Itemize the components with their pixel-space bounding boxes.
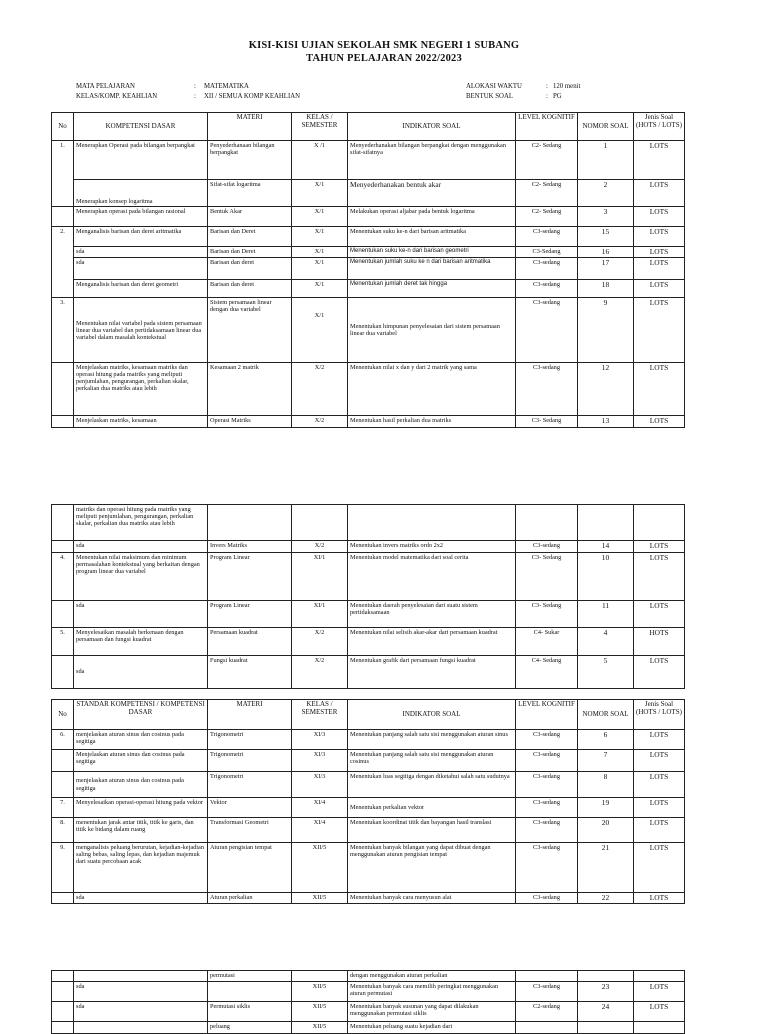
kelas-cell: X/1 [292,280,348,298]
indikator-cell: Menyederhanakan bilangan berpangkat dengan menggunakan sifat-sifatnya [348,141,516,180]
nomor-cell: 4 [578,628,634,656]
jenis-cell: LOTS [634,298,685,363]
jenis-cell: LOTS [634,416,685,428]
kelas-cell: X/2 [292,656,348,689]
indikator-cell: Menentukan invers matriks ordo 2x2 [348,541,516,553]
nomor-cell: 15 [578,227,634,247]
table-row [52,363,685,416]
kompetensi-cell: sda [74,656,208,689]
subject-colon: : [194,83,196,90]
jenis-cell: LOTS [634,541,685,553]
level-cell [516,1022,578,1034]
table-row [52,893,685,904]
grid-table-2 [51,504,685,689]
indikator-cell: Menentukan banyak cara menyusun alat [348,893,516,904]
row-number [52,772,74,798]
row-number: 2. [52,227,74,298]
materi-cell: permutasi [208,971,292,982]
kompetensi-cell: Menerapkan operasi pada bilangan rasional [74,207,208,227]
header-kompetensi: STANDAR KOMPETENSI / KOMPETENSI DASAR [74,700,208,730]
row-number: 3. [52,298,74,363]
header-indikator: INDIKATOR SOAL [348,700,516,730]
nomor-cell [578,971,634,982]
nomor-cell: 12 [578,363,634,416]
kompetensi-cell: menentukan jarak antar titik, titik ke garis, dan titik ke bidang dalam ruang [74,818,208,843]
jenis-cell: LOTS [634,180,685,207]
header-materi: MATERI [208,700,292,730]
table-row [52,141,685,180]
materi-cell: Invers Matriks [208,541,292,553]
row-number: 8. [52,818,74,843]
subject-label: MATA PELAJARAN [76,83,135,90]
jenis-cell: HOTS [634,628,685,656]
jenis-cell: LOTS [634,227,685,247]
level-cell: C2- Sedang [516,180,578,207]
table-row [52,416,685,428]
nomor-cell: 11 [578,601,634,628]
kelas-cell: XI/3 [292,730,348,750]
materi-cell: Permutasi siklis [208,1002,292,1022]
indikator-cell: Menentukan luas segitiga dengan diketahui salah satu sudutnya [348,772,516,798]
indikator-cell [348,505,516,541]
kompetensi-cell: Menyelesaikan masalah berkenaan dengan persamaan dan fungsi kuadrat [74,628,208,656]
row-number [52,656,74,689]
table-row [52,1022,685,1034]
kompetensi-cell: sda [74,982,208,1002]
nomor-cell: 24 [578,1002,634,1022]
grid-table-3 [51,699,685,904]
row-number: 1. [52,141,74,207]
kompetensi-cell: Menerapkan konsep logaritma [74,180,208,207]
materi-cell: Transformasi Geometri [208,818,292,843]
level-cell: C3-sedang [516,843,578,893]
kelas-cell [292,971,348,982]
table-row [52,505,685,541]
jenis-cell: LOTS [634,601,685,628]
class-colon: : [194,93,196,100]
row-number: 7. [52,798,74,818]
header-jenis: Jenis Soal (HOTS / LOTS) [634,700,685,730]
kompetensi-cell: sda [74,258,208,280]
materi-cell: Barisan dan deret [208,280,292,298]
header-kompetensi: KOMPETENSI DASAR [74,113,208,141]
nomor-cell: 23 [578,982,634,1002]
materi-cell: Sistem persamaan linear dengan dua variabel [208,298,292,363]
kompetensi-cell: Menjelaskan aturan sinus dan cosinus pada segitiga [74,750,208,772]
row-number: 6. [52,730,74,750]
jenis-cell: LOTS [634,553,685,601]
materi-cell: Barisan dan Deret [208,227,292,247]
indikator-cell: Menentukan himpunan penyelesaian dari sistem persamaan linear dua variabel [348,298,516,363]
grid-table-1 [51,112,685,428]
nomor-cell: 21 [578,843,634,893]
jenis-cell: LOTS [634,893,685,904]
table-row [52,772,685,798]
indikator-cell: Menentukan hasil perkalian dua matriks [348,416,516,428]
table-row [52,280,685,298]
kompetensi-cell: menjelaskan aturan sinus dan cosinus pada segitiga [74,772,208,798]
kelas-cell: XI/1 [292,553,348,601]
header-level: LEVEL KOGNITIF [516,113,578,141]
subject-value: MATEMATIKA [204,83,249,90]
jenis-cell: LOTS [634,1002,685,1022]
kelas-cell: X/2 [292,363,348,416]
nomor-cell: 5 [578,656,634,689]
nomor-cell [578,1022,634,1034]
kelas-cell: XI/3 [292,772,348,798]
kelas-cell: XI/4 [292,798,348,818]
kompetensi-cell: matriks dan operasi hitung pada matriks yang meliputi penjumlahan, pengurangan, perkalian skalar, perkalian dua matriks atau lebih [74,505,208,541]
kelas-cell [292,505,348,541]
class-label: KELAS/KOMP. KEAHLIAN [76,93,158,100]
kelas-cell: X/1 [292,298,348,363]
row-number [52,207,74,227]
nomor-cell: 20 [578,818,634,843]
kelas-cell: X/2 [292,416,348,428]
kompetensi-cell: sda [74,247,208,258]
table-row [52,541,685,553]
jenis-cell: LOTS [634,247,685,258]
kompetensi-cell: Menentukan nilai maksimum dan minimum permasalahan kontekstual yang berkaitan dengan program linear dua variabel [74,553,208,601]
level-cell: C2-sedang [516,1002,578,1022]
level-cell: C3-sedang [516,298,578,363]
kelas-cell: XII/5 [292,843,348,893]
indikator-cell: Menentukan jumlah deret tak hingga [348,280,516,298]
indikator-cell: Menentukan panjang salah satu sisi menggunakan aturan sinus [348,730,516,750]
kelas-cell: XII/5 [292,1002,348,1022]
level-cell: C2- Sedang [516,141,578,180]
nomor-cell: 17 [578,258,634,280]
nomor-cell: 13 [578,416,634,428]
row-number: 9. [52,843,74,893]
kompetensi-cell: Menjelaskan matriks, kesamaan [74,416,208,428]
header-indikator: INDIKATOR SOAL [348,113,516,141]
level-cell: C3-sedang [516,541,578,553]
header-no: No [52,700,74,730]
indikator-cell: Menyederhanakan bentuk akar [348,180,516,207]
kelas-cell: X/2 [292,628,348,656]
table-row [52,553,685,601]
kelas-cell: XI/4 [292,818,348,843]
level-cell: C3-sedang [516,982,578,1002]
grid-table-4 [51,970,685,1034]
level-cell: C2- Sedang [516,207,578,227]
kelas-cell: X/1 [292,227,348,247]
materi-cell: peluang [208,1022,292,1034]
jenis-cell: LOTS [634,141,685,180]
level-cell: C4- Sukar [516,628,578,656]
indikator-cell: Menentukan nilai x dan y dari 2 matrik yang sama [348,363,516,416]
kompetensi-cell: sda [74,893,208,904]
level-cell: C3-sedang [516,363,578,416]
table-row [52,207,685,227]
kelas-cell: XI/1 [292,601,348,628]
table-row [52,798,685,818]
header-level: LEVEL KOGNITIF [516,700,578,730]
table-row [52,258,685,280]
nomor-cell: 14 [578,541,634,553]
nomor-cell: 16 [578,247,634,258]
level-cell: C3-sedang [516,798,578,818]
kelas-cell: XI/3 [292,750,348,772]
level-cell: C4- Sedang [516,656,578,689]
jenis-cell [634,505,685,541]
row-number [52,982,74,1002]
indikator-cell: Menentukan banyak susunan yang dapat dilakukan menggunakan permutasi siklis [348,1002,516,1022]
row-number [52,363,74,416]
kompetensi-cell: Menyelesaikan operasi-operasi hitung pada vektor [74,798,208,818]
header-row [52,113,685,141]
table-row [52,656,685,689]
nomor-cell: 19 [578,798,634,818]
table-row [52,601,685,628]
materi-cell [208,982,292,1002]
materi-cell: Kesamaan 2 matrik [208,363,292,416]
indikator-cell: dengan menggunakan aturan perkalian [348,971,516,982]
kompetensi-cell: Menjelaskan matriks, kesamaan matriks dan operasi hitung pada matriks yang meliputi penjumlahan, pengurangan, perkalian skalar, perkalian dua matriks atau lebih [74,363,208,416]
row-number [52,893,74,904]
form-label: BENTUK SOAL [466,93,514,100]
document-title: KISI-KISI UJIAN SEKOLAH SMK NEGERI 1 SUBANG [248,40,520,51]
materi-cell: Penyederhanaan bilangan berpangkat [208,141,292,180]
header-nomor: NOMOR SOAL [578,113,634,141]
jenis-cell: LOTS [634,207,685,227]
level-cell: C3-sedang [516,893,578,904]
level-cell: C3- Sedang [516,416,578,428]
header-kelas: KELAS / SEMESTER [292,700,348,730]
indikator-cell: Menentukan model matematika dari soal cerita [348,553,516,601]
nomor-cell: 2 [578,180,634,207]
row-number: 5. [52,628,74,656]
materi-cell [208,505,292,541]
jenis-cell: LOTS [634,280,685,298]
materi-cell: Trigonometri [208,750,292,772]
form-colon: : [546,93,548,100]
level-cell: C3-sedang [516,730,578,750]
kompetensi-cell: menjelaskan aturan sinus dan cosinus pada segitiga [74,730,208,750]
materi-cell: Trigonometri [208,730,292,750]
indikator-cell: Menentukan suku ke-n dari barisan aritmatika [348,227,516,247]
indikator-cell: Melakukan operasi aljabar pada bentuk logaritma [348,207,516,227]
header-materi: MATERI [208,113,292,141]
materi-cell: Program Linear [208,553,292,601]
table-row [52,298,685,363]
materi-cell: Aturan perkalian [208,893,292,904]
jenis-cell [634,971,685,982]
materi-cell: Barisan dan Deret [208,247,292,258]
indikator-cell: Menentukan suku ke-n dari barisan geometri [348,247,516,258]
level-cell: C3-Sedang [516,247,578,258]
level-cell: C3- Sedang [516,553,578,601]
materi-cell: Sifat-sifat logaritma [208,180,292,207]
jenis-cell: LOTS [634,363,685,416]
level-cell: C3-sedang [516,772,578,798]
kompetensi-cell [74,1022,208,1034]
jenis-cell: LOTS [634,798,685,818]
time-colon: : [546,83,548,90]
row-number [52,601,74,628]
header-no: No [52,113,74,141]
nomor-cell: 22 [578,893,634,904]
jenis-cell: LOTS [634,730,685,750]
indikator-cell: Menentukan peluang suatu kejadian dari [348,1022,516,1034]
indikator-cell: Menentukan panjang salah satu sisi menggunakan aturan cosinus [348,750,516,772]
table-row [52,971,685,982]
kompetensi-cell [74,971,208,982]
kelas-cell: X/1 [292,180,348,207]
level-cell: C3-sedang [516,818,578,843]
level-cell: C3-sedang [516,750,578,772]
kelas-cell: X/2 [292,541,348,553]
indikator-cell: Menentukan grafik dari persamaan fungsi kuadrat [348,656,516,689]
kompetensi-cell: Menganalisis barisan dan deret geometri [74,280,208,298]
nomor-cell: 8 [578,772,634,798]
kompetensi-cell: sda [74,1002,208,1022]
nomor-cell: 6 [578,730,634,750]
nomor-cell: 10 [578,553,634,601]
table-row [52,818,685,843]
row-number [52,1022,74,1034]
materi-cell: Vektor [208,798,292,818]
nomor-cell: 7 [578,750,634,772]
header-jenis: Jenis Soal (HOTS / LOTS) [634,113,685,141]
table-row [52,180,685,207]
form-value: PG [553,93,562,100]
kompetensi-cell: sda [74,601,208,628]
row-number: 4. [52,553,74,601]
row-number [52,971,74,982]
kompetensi-cell: Menerapkan Operasi pada bilangan berpangkat [74,141,208,180]
header-kelas: KELAS / SEMESTER [292,113,348,141]
indikator-cell: Menentukan koordinat titik dan bayangan hasil translasi [348,818,516,843]
level-cell [516,505,578,541]
materi-cell: Fungsi kuadrat [208,656,292,689]
table-row [52,227,685,247]
table-row [52,750,685,772]
row-number [52,1002,74,1022]
kelas-cell: X/1 [292,258,348,280]
indikator-cell: Menentukan perkalian vektor [348,798,516,818]
level-cell: C3-sedang [516,258,578,280]
row-number [52,541,74,553]
kelas-cell: XII/5 [292,1022,348,1034]
jenis-cell: LOTS [634,750,685,772]
indikator-cell: Menentukan jumlah suku ke n dari barisan aritmatika [348,258,516,280]
header-nomor: NOMOR SOAL [578,700,634,730]
level-cell [516,971,578,982]
row-number [52,416,74,428]
materi-cell: Trigonometri [208,772,292,798]
kelas-cell: XII/5 [292,982,348,1002]
table-row [52,843,685,893]
materi-cell: Barisan dan deret [208,258,292,280]
jenis-cell: LOTS [634,818,685,843]
indikator-cell: Menentukan banyak bilangan yang dapat dibuat dengan menggunakan aturan pengisian tempat [348,843,516,893]
jenis-cell: LOTS [634,656,685,689]
jenis-cell: LOTS [634,772,685,798]
nomor-cell: 3 [578,207,634,227]
nomor-cell [578,505,634,541]
kompetensi-cell: Menganalisis barisan dan deret aritmatika [74,227,208,247]
row-number [52,750,74,772]
header-row [52,700,685,730]
level-cell: C3- Sedang [516,601,578,628]
kelas-cell: X /1 [292,141,348,180]
indikator-cell: Menentukan daerah penyelesaian dari suatu sistem pertidaksamaan [348,601,516,628]
materi-cell: Aturan pengisian tempat [208,843,292,893]
materi-cell: Bentuk Akar [208,207,292,227]
materi-cell: Operasi Matriks [208,416,292,428]
nomor-cell: 1 [578,141,634,180]
kompetensi-cell: Menentukan nilai variabel pada sistem persamaan linear dua variabel dan pertidaksamaan linear dua variabel dalam masalah kontekstual [74,298,208,363]
table-row [52,730,685,750]
kelas-cell: X/1 [292,207,348,227]
kelas-cell: XII/5 [292,893,348,904]
jenis-cell: LOTS [634,982,685,1002]
time-value: 120 menit [553,83,581,90]
table-row [52,628,685,656]
kompetensi-cell: sda [74,541,208,553]
jenis-cell [634,1022,685,1034]
nomor-cell: 9 [578,298,634,363]
table-row [52,247,685,258]
document-subtitle: TAHUN PELAJARAN 2022/2023 [306,53,462,64]
jenis-cell: LOTS [634,258,685,280]
table-row [52,982,685,1002]
row-number [52,505,74,541]
table-row [52,1002,685,1022]
materi-cell: Persamaan kuadrat [208,628,292,656]
kompetensi-cell: menganalisis peluang berurutan, kejadian-kejadian saling bebas, saling lepas, dan kejadian majemuk dari suatu percobaan acak [74,843,208,893]
kelas-cell: X/1 [292,247,348,258]
jenis-cell: LOTS [634,843,685,893]
indikator-cell: Menentukan banyak cara memilih peringkat menggunakan aturan permutasi [348,982,516,1002]
materi-cell: Program Linear [208,601,292,628]
nomor-cell: 18 [578,280,634,298]
level-cell: C3-sedang [516,227,578,247]
time-label: ALOKASI WAKTU [466,83,522,90]
indikator-cell: Menentukan nilai selisih akar-akar dari persamaan kuadrat [348,628,516,656]
level-cell: C3-sedang [516,280,578,298]
class-value: XII / SEMUA KOMP KEAHLIAN [204,93,301,100]
